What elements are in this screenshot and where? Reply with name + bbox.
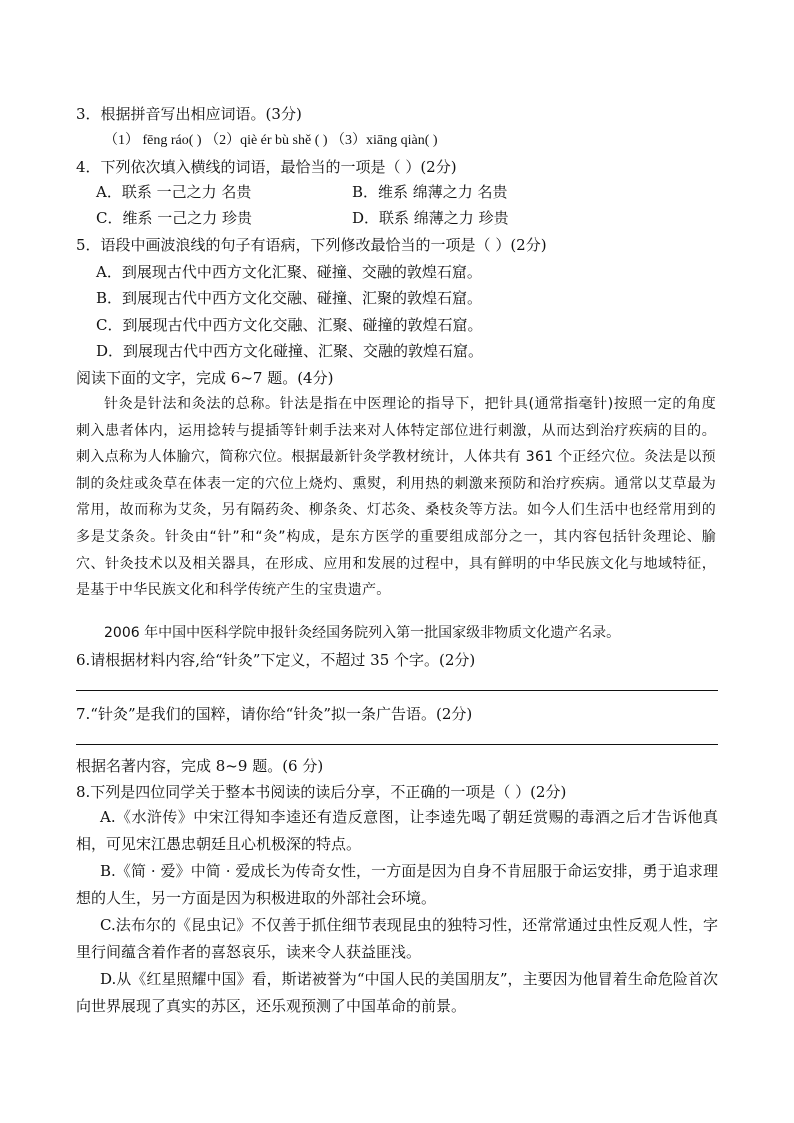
q5-option-b: B．到展现古代中西方文化交融、碰撞、汇聚的敦煌石窟。	[96, 289, 483, 307]
q4-option-b: B．维系 绵薄之力 名贵	[352, 183, 508, 201]
q5-option-a: A．到展现古代中西方文化汇聚、碰撞、交融的敦煌石窟。	[96, 263, 482, 281]
q8-stem: 8.下列是四位同学关于整本书阅读的读后分享，不正确的一项是（ ）(2分)	[76, 783, 567, 801]
reading-intro: 阅读下面的文字，完成 6~7 题。(4分)	[76, 369, 334, 387]
q7-answer-line[interactable]	[76, 744, 718, 745]
q8-option-c: C.法布尔的《昆虫记》不仅善于抓住细节表现昆虫的独特习性，还常常通过虫性反观人性，字里行间蕴含着作者的喜怒哀乐，读来令人获益匪浅。	[76, 916, 718, 961]
reading-passage: 针灸是针法和灸法的总称。针法是指在中医理论的指导下，把针具(通常指毫针)按照一定的角度刺入患者体内，运用捻转与提插等针刺手法来对人体特定部位进行刺激，从而达到治疗疾病的目的。刺入点称为人体腧穴，简称穴位。根据最新针灸学教材统计，人体共有 361 个正经穴位。灸法是以预制的灸炷或灸草在体表一定的穴位上烧灼、熏熨，利用热的刺激来预防和治疗疾病。通常以艾草最为常用，故而称为艾灸，另有隔药灸、柳条灸、灯芯灸、桑枝灸等方法。如今人们生活中也经常用到的多是艾条灸。针灸由“针”和“灸”构成，是东方医学的重要组成部分之一，其内容包括针灸理论、腧穴、针灸技术以及相关器具，在形成、应用和发展的过程中，具有鲜明的中华民族文化与地域特征，是基于中华民族文化和科学传统产生的宝贵遗产。	[76, 396, 716, 599]
q4-option-a: A．联系 一己之力 名贵	[96, 183, 252, 201]
q5-option-d: D．到展现古代中西方文化碰撞、汇聚、交融的敦煌石窟。	[96, 342, 484, 360]
q4-option-c: C．维系 一己之力 珍贵	[96, 209, 253, 227]
reading-passage-note: 2006 年中国中医科学院申报针灸经国务院列入第一批国家级非物质文化遗产名录。	[104, 625, 621, 641]
q7-stem: 7.“针灸”是我们的国粹，请你给“针灸”拟一条广告语。(2分)	[76, 705, 473, 723]
q8-option-b: B.《简 · 爱》中简 · 爱成长为传奇女性，一方面是因为自身不肯屈服于命运安排，勇于追求理想的人生，另一方面是因为积极进取的外部社会环境。	[76, 862, 718, 907]
q6-stem: 6.请根据材料内容,给“针灸”下定义，不超过 35 个字。(2分)	[76, 651, 476, 669]
q3-stem: 3．根据拼音写出相应词语。(3分)	[76, 105, 302, 123]
q4-stem: 4．下列依次填入横线的词语，最恰当的一项是（ ）(2分)	[76, 158, 457, 176]
q3-pinyin-items: （1） fēng ráo( ) （2）qiè ér bù shě ( ) （3）xiāng qiàn( )	[104, 133, 438, 148]
q4-option-d: D．联系 绵薄之力 珍贵	[352, 209, 509, 227]
q5-stem: 5．语段中画波浪线的句子有语病，下列修改最恰当的一项是（ ）(2分)	[76, 236, 547, 254]
q5-option-c: C．到展现古代中西方文化交融、汇聚、碰撞的敦煌石窟。	[96, 316, 483, 334]
q8-option-a: A.《水浒传》中宋江得知李逵还有造反意图，让李逵先喝了朝廷赏赐的毒酒之后才告诉他真相，可见宋江愚忠朝廷且心机极深的特点。	[76, 808, 718, 853]
classics-intro: 根据名著内容，完成 8~9 题。(6 分)	[76, 757, 324, 775]
q8-option-d: D.从《红星照耀中国》看，斯诺被誉为“中国人民的美国朋友”，主要因为他冒着生命危险首次向世界展现了真实的苏区，还乐观预测了中国革命的前景。	[76, 970, 718, 1015]
q6-answer-line[interactable]	[76, 690, 718, 691]
